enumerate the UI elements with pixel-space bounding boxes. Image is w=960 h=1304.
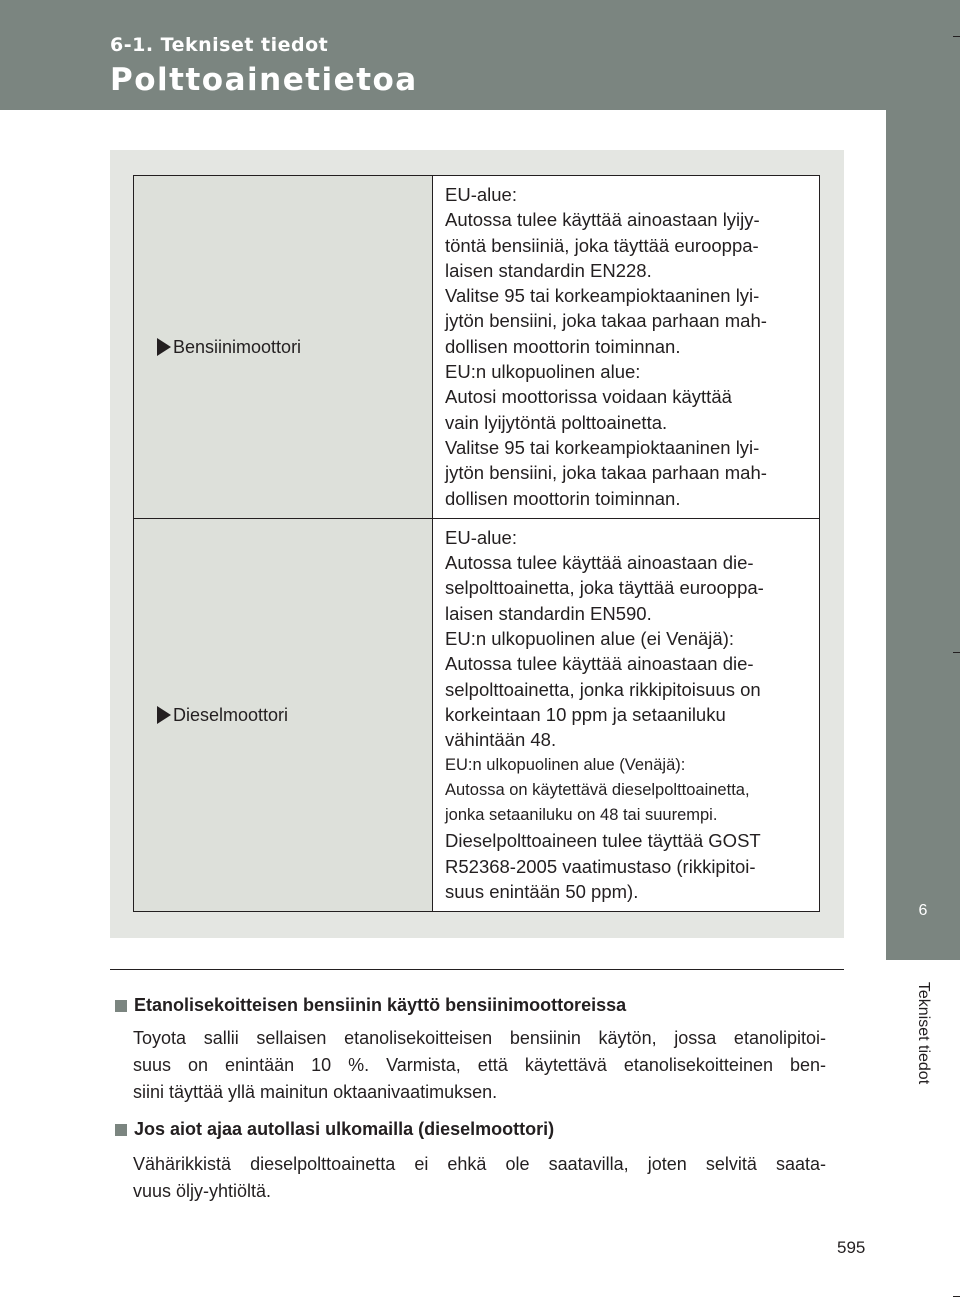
text-line: EU:n ulkopuolinen alue:	[445, 361, 641, 383]
paragraph-line: suus on enintään 10 %. Varmista, että käytettävä etanolisekoitteinen ben-	[133, 1055, 826, 1075]
chapter-number: 6	[918, 902, 928, 919]
square-bullet-icon	[115, 1000, 127, 1012]
text-line: laisen standardin EN590.	[445, 602, 652, 624]
table-row	[134, 518, 820, 911]
text-line: EU:n ulkopuolinen alue (Venäjä):	[445, 755, 686, 774]
text-line: EU-alue:	[445, 184, 517, 205]
page-header	[0, 0, 960, 110]
text-line: vähintään 48.	[445, 729, 557, 751]
text-line: suus enintään 50 ppm).	[445, 881, 639, 903]
text-line: korkeintaan 10 ppm ja setaaniluku	[445, 703, 726, 725]
paragraph-line: Vähärikkistä dieselpolttoainetta ei ehkä ole saatavilla, joten selvitä saata-	[133, 1154, 826, 1174]
text-line: jytön bensiini, joka takaa parhaan mah-	[445, 462, 767, 484]
section-heading	[115, 995, 626, 1016]
section-paragraph	[133, 1151, 826, 1205]
text-line: R52368-2005 vaatimustaso (rikkipitoi-	[445, 855, 756, 877]
section-number: 6-1. Tekniset tiedot	[110, 34, 329, 56]
engine-label: Bensiinimoottori	[173, 336, 302, 357]
text-line: selpolttoainetta, joka täyttää eurooppa-	[445, 577, 764, 599]
text-line: jonka setaaniluku on 48 tai suurempi.	[445, 806, 718, 825]
text-line: vain lyijytöntä polttoainetta.	[445, 411, 668, 433]
text-line: Autosi moottorissa voidaan käyttää	[445, 386, 732, 408]
chapter-label: Tekniset tiedot	[915, 981, 932, 1085]
text-line: EU-alue:	[445, 526, 517, 548]
square-bullet-icon	[115, 1124, 127, 1136]
text-line: Valitse 95 tai korkeampioktaaninen lyi-	[445, 436, 760, 458]
fuel-table	[133, 175, 820, 912]
engine-cell	[134, 518, 433, 911]
section-heading-text: Jos aiot ajaa autollasi ulkomailla (dieselmoottori)	[134, 1119, 555, 1139]
fuel-requirements-cell	[433, 176, 820, 519]
text-line: Autossa on käytettävä dieselpolttoainetta,	[445, 780, 750, 799]
paragraph-line: vuus öljy-yhtiöltä.	[133, 1181, 272, 1201]
text-line: dollisen moottorin toiminnan.	[445, 335, 681, 357]
section-paragraph	[133, 1025, 826, 1106]
section-heading	[115, 1119, 554, 1140]
text-line: EU:n ulkopuolinen alue (ei Venäjä):	[445, 628, 734, 650]
text-line: laisen standardin EN228.	[445, 259, 652, 281]
triangle-pointer-icon	[157, 706, 171, 724]
text-line: jytön bensiini, joka takaa parhaan mah-	[445, 310, 767, 332]
engine-cell	[134, 176, 433, 519]
text-line: selpolttoainetta, jonka rikkipitoisuus on	[445, 678, 761, 700]
section-divider	[110, 969, 844, 970]
text-line: Autossa tulee käyttää ainoastaan lyijy-	[445, 209, 760, 231]
crop-mark	[953, 36, 960, 37]
text-line: Dieselpolttoaineen tulee täyttää GOST	[445, 830, 761, 852]
page-title: Polttoainetietoa	[110, 62, 418, 98]
text-line: dollisen moottorin toiminnan.	[445, 487, 681, 509]
paragraph-line: Toyota sallii sellaisen etanolisekoitteisen bensiinin käytön, jossa etanolipitoi-	[133, 1028, 826, 1048]
fuel-requirements-cell	[433, 518, 820, 911]
section-heading-text: Etanolisekoitteisen bensiinin käyttö bensiinimoottoreissa	[134, 995, 627, 1015]
text-line: Autossa tulee käyttää ainoastaan die-	[445, 653, 754, 675]
page-number: 595	[837, 1238, 866, 1257]
chapter-side-tab	[886, 110, 960, 960]
text-line: Valitse 95 tai korkeampioktaaninen lyi-	[445, 285, 760, 307]
table-row	[134, 176, 820, 519]
engine-label: Dieselmoottori	[173, 705, 289, 726]
crop-mark	[953, 652, 960, 653]
triangle-pointer-icon	[157, 338, 171, 356]
text-line: töntä bensiiniä, joka täyttää eurooppa-	[445, 234, 759, 256]
text-line: Autossa tulee käyttää ainoastaan die-	[445, 552, 754, 574]
crop-mark	[953, 1296, 960, 1297]
paragraph-line: siini täyttää yllä mainitun oktaanivaatimuksen.	[133, 1082, 498, 1102]
